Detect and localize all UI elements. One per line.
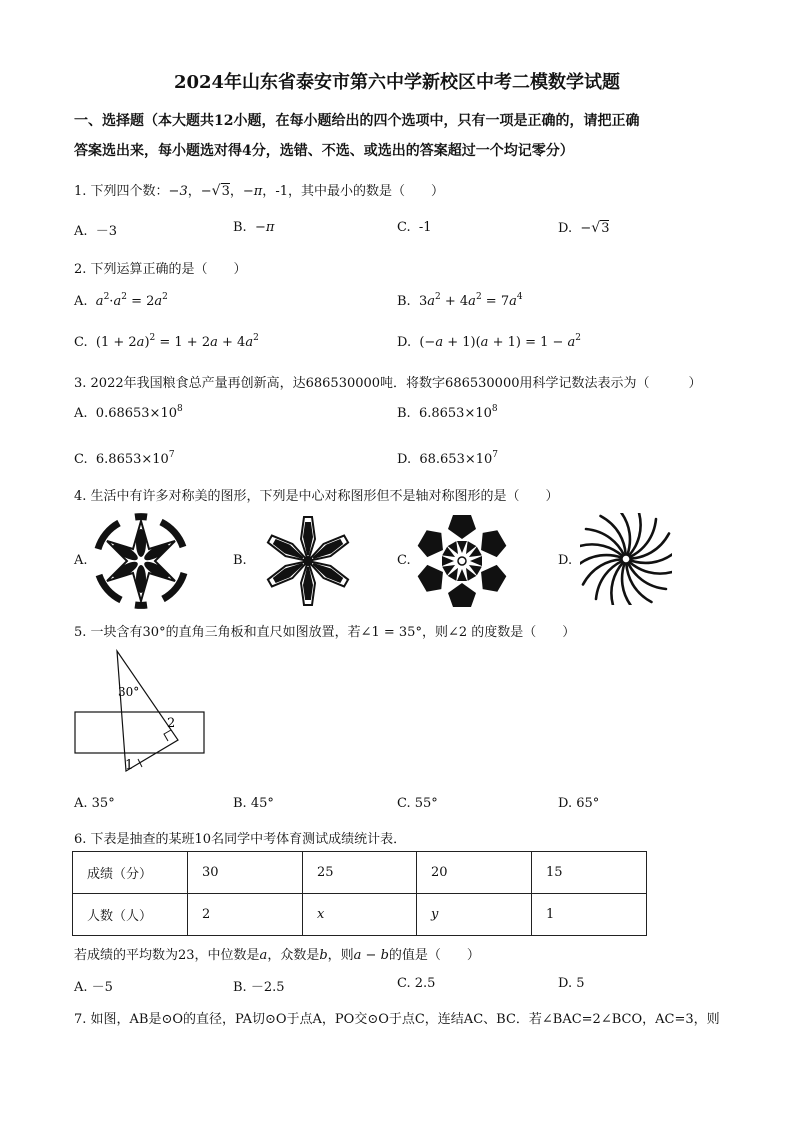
q5-option-c: C. 55° — [397, 796, 438, 811]
q1-stem: 1. 下列四个数：−3，−√3，−π，-1，其中最小的数是（ ） — [74, 183, 444, 199]
q5-option-b: B. 45° — [233, 796, 274, 811]
q6-option-b: B. －2.5 — [233, 980, 285, 995]
q4-figure-c — [414, 512, 510, 610]
q5-fig-label-2: 2 — [167, 716, 176, 731]
q4-figure-b — [253, 512, 363, 610]
q7-stem: 7. 如图，AB是⊙O的直径，PA切⊙O于点A，PO交⊙O于点C，连结AC、BC．若∠BAC=2∠BCO，AC=3，则 — [74, 1012, 720, 1027]
q4-figure-a — [91, 513, 191, 609]
q2-option-d: D. $(-a + 1)(a + 1) = 1 - a^2$ — [397, 333, 582, 350]
q4-stem: 4. 生活中有许多对称美的图形，下列是中心对称图形但不是轴对称图形的是（ ） — [74, 489, 559, 504]
q5-figure — [74, 648, 208, 776]
q2-stem: 2. 下列运算正确的是（ ） — [74, 262, 247, 277]
ruler-shape — [75, 712, 204, 753]
q3-option-c: C. $6.8653\times 10^7$ — [74, 450, 175, 467]
q5-fig-angle-label: 30° — [118, 685, 140, 699]
q3-option-b: B. $6.8653\times 10^8$ — [397, 404, 498, 421]
q1-option-c: C. -1 — [397, 220, 432, 235]
q6-score-table — [72, 851, 647, 936]
q4-option-b-label: B. — [233, 553, 247, 568]
table-cell: 25 — [303, 852, 417, 894]
table-cell: 1 — [532, 894, 647, 936]
q4-option-a-label: A. — [74, 553, 88, 568]
table-cell: 人数（人） — [73, 894, 188, 936]
q1-option-d: D. −√3 — [558, 220, 610, 236]
q1-option-b: B. −π — [233, 220, 275, 235]
q2-option-a: A. $a^2\cdot a^2 = 2a^2$ — [74, 292, 168, 309]
table-row — [73, 852, 647, 894]
table-row — [73, 894, 647, 936]
table-cell: 成绩（分） — [73, 852, 188, 894]
q3-option-a: A. $0.68653\times 10^8$ — [74, 404, 183, 421]
table-cell: 15 — [532, 852, 647, 894]
q6-option-d: D. 5 — [558, 976, 585, 991]
q2-option-b: B. $3a^2 + 4a^2 = 7a^4$ — [397, 292, 523, 309]
q4-option-c-label: C. — [397, 553, 411, 568]
q4-option-d-label: D. — [558, 553, 573, 568]
table-cell: 2 — [188, 894, 303, 936]
section-heading-line1: 一、选择题（本大题共12小题，在每小题给出的四个选项中，只有一项是正确的，请把正确 — [74, 113, 640, 129]
page-title: 2024年山东省泰安市第六中学新校区中考二模数学试题 — [173, 72, 621, 93]
q3-stem: 3. 2022年我国粮食总产量再创新高，达686530000吨．将数字686530000用科学记数法表示为（ ） — [74, 376, 702, 391]
table-cell: 30 — [188, 852, 303, 894]
q1-option-a: A. －3 — [74, 224, 118, 239]
q5-stem: 5. 一块含有30°的直角三角板和直尺如图放置，若∠1 = 35°，则∠2 的度数是（ ） — [74, 625, 576, 640]
table-cell: x — [303, 894, 417, 936]
q5-fig-label-1: 1 — [125, 758, 134, 773]
q6-stem: 6. 下表是抽查的某班10名同学中考体育测试成绩统计表． — [74, 832, 407, 847]
section-heading-line2: 答案选出来，每小题选对得4分，选错、不选、或选出的答案超过一个均记零分） — [74, 143, 574, 159]
table-cell: y — [417, 894, 532, 936]
q6-option-a: A. －5 — [74, 980, 113, 995]
table-cell: 20 — [417, 852, 532, 894]
q5-option-d: D. 65° — [558, 796, 600, 811]
q5-option-a: A. 35° — [74, 796, 115, 811]
q3-option-d: D. $68.653\times 10^7$ — [397, 450, 499, 467]
q6-option-c: C. 2.5 — [397, 976, 436, 991]
q6-question: 若成绩的平均数为23，中位数是a，众数是b，则a − b的值是（ ） — [74, 948, 480, 963]
q2-option-c: C. $(1 + 2a)^2 = 1 + 2a + 4a^2$ — [74, 333, 259, 350]
q4-figure-d — [580, 513, 672, 605]
